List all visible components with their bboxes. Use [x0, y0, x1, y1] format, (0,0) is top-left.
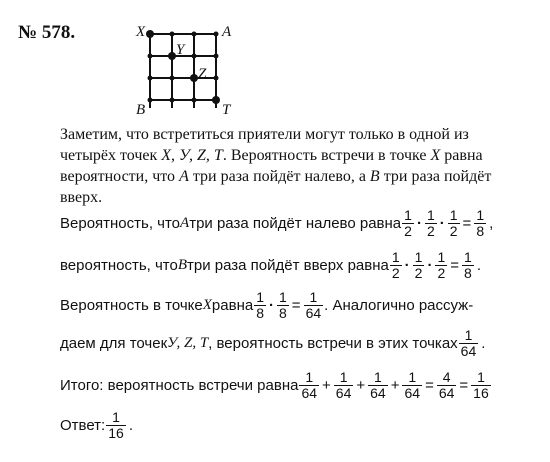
formula-line-4: даем для точек У, Z, T , вероятность встречи в этих точках $\frac{1}{64}$ . [60, 327, 486, 359]
fraction: $\frac{1}{64}$ [301, 369, 318, 401]
grid-node [192, 32, 197, 37]
grid-node [148, 76, 153, 81]
grid-node [214, 54, 219, 59]
answer-line: Ответ: $\frac{1}{16}$ . [60, 409, 133, 441]
line-text: вероятность, что [60, 257, 178, 274]
fraction: $\frac{1}{64}$ [335, 369, 352, 401]
problem-number: № 578. [18, 22, 76, 43]
point-t [212, 96, 220, 104]
label-b: B [136, 102, 146, 118]
fraction: $\frac{1}{8}$ [476, 207, 485, 239]
grid-node [170, 98, 175, 103]
line-text: равна [211, 297, 254, 314]
point-x [146, 30, 154, 38]
points-label: У, Z, T [167, 335, 209, 351]
fraction: $\frac{1}{16}$ [473, 369, 489, 401]
fraction: $\frac{1}{8}$ [279, 289, 287, 321]
line-text: , вероятность встречи в этих точках [208, 335, 458, 352]
var-x: X [202, 297, 212, 313]
answer-fraction: $\frac{1}{16}$ [108, 409, 124, 441]
para-text: Заметим, что встретиться приятели могут только в одной из четырёх точек [60, 126, 469, 164]
line-text: Вероятность, что [60, 215, 181, 232]
point-x-label: X [430, 147, 441, 164]
grid-node [170, 76, 175, 81]
fraction: $\frac{4}{64}$ [438, 369, 455, 401]
point-y [168, 52, 176, 60]
fraction: $\frac{1}{64}$ [370, 369, 386, 401]
fraction: $\frac{1}{2}$ [437, 249, 446, 281]
line-text: Итого: вероятность встречи равна [60, 377, 299, 394]
formula-line-1: Вероятность, что A три раза пойдёт налево равна $\frac{1}{2}$ · $\frac{1}{2}$ · $\frac{1}{2}$ = $\frac{1}{8}$ , [60, 207, 494, 239]
label-y: Y [176, 42, 185, 58]
fraction: $\frac{1}{2}$ [404, 207, 412, 239]
label-t: T [222, 102, 231, 118]
grid-node [214, 76, 219, 81]
fraction: $\frac{1}{2}$ [391, 249, 400, 281]
points-label: X, У, Z, T [161, 147, 223, 164]
grid-node [148, 54, 153, 59]
point-a [214, 32, 219, 37]
point-z [190, 74, 198, 82]
point-a-label: A [179, 168, 189, 185]
var-a: A [180, 215, 190, 231]
label-a: A [222, 24, 232, 40]
fraction: $\frac{1}{2}$ [426, 207, 435, 239]
line-text: даем для точек [60, 335, 168, 352]
grid-node [192, 98, 197, 103]
point-b [148, 98, 153, 103]
para-text: . Вероятность встречи в точке [222, 147, 431, 164]
para-text: равна вероятности, что [60, 147, 483, 185]
fraction: $\frac{1}{8}$ [256, 289, 264, 321]
line-text: три раза пойдёт налево равна [189, 215, 402, 232]
formula-line-2: вероятность, что B три раза пойдёт вверх равна $\frac{1}{2}$ · $\frac{1}{2}$ · $\frac{1}{2}$ = $\frac{1}{8}$ . [60, 249, 481, 281]
formula-line-3: Вероятность в точке X равна $\frac{1}{8}$ · $\frac{1}{8}$ = $\frac{1}{64}$ . Аналогично рассуж- [60, 289, 474, 321]
line-text: три раза пойдёт вверх равна [187, 257, 389, 274]
fraction: $\frac{1}{64}$ [460, 327, 477, 359]
label-x: X [136, 24, 146, 40]
fraction: $\frac{1}{64}$ [404, 369, 421, 401]
point-b-label: B [369, 168, 380, 185]
grid-node [170, 32, 175, 37]
label-z: Z [198, 66, 207, 82]
line-text: . Аналогично рассуж- [324, 297, 474, 314]
var-b: B [177, 257, 187, 273]
fraction: $\frac{1}{2}$ [414, 249, 423, 281]
formula-line-5: Итого: вероятность встречи равна $\frac{1}{64}$ + $\frac{1}{64}$ + $\frac{1}{64}$ + $\frac{1}{64}$ = $\frac{4}{64}$ = $\frac{1}{16}$ [60, 369, 489, 401]
grid-node [192, 54, 197, 59]
fraction: $\frac{1}{64}$ [305, 289, 322, 321]
para-text: три раза пойдёт вверх. [60, 168, 492, 206]
fraction: $\frac{1}{2}$ [449, 207, 458, 239]
fraction: $\frac{1}{8}$ [464, 249, 472, 281]
answer-label: Ответ: [60, 417, 106, 434]
para-text: три раза пойдёт налево, а [188, 168, 370, 185]
intro-paragraph [60, 124, 520, 208]
line-text: Вероятность в точке [60, 297, 203, 314]
